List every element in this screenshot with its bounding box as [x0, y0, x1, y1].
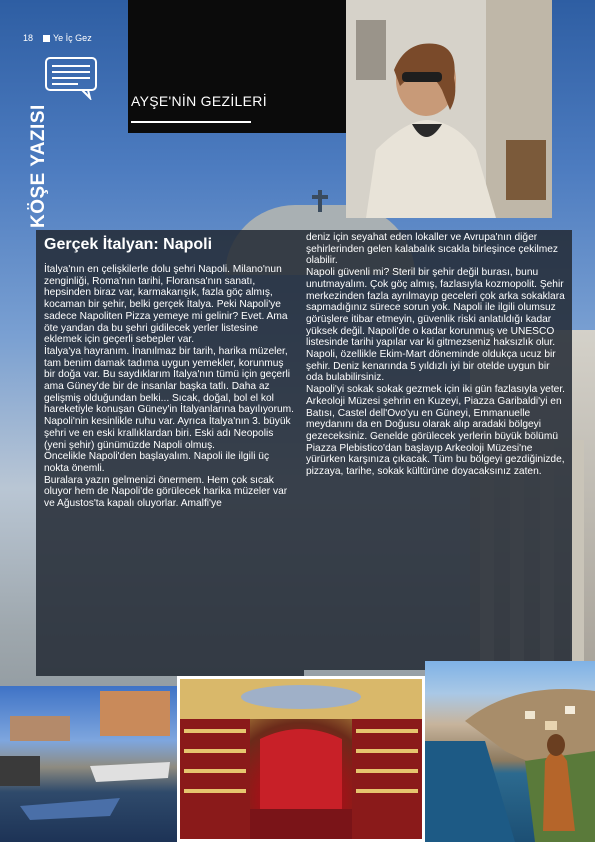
paragraph: Napoli güvenli mi? Steril bir şehir değil burası, bunu unutmayalım. Çok göç almış, fazlasıyla kozmopolit. Şehir merkezinden fazla ayrılmayıp geceleri çok arka sokaklara sapmadığınız sürece sorun yok. Napoli ile ilgili olumsuz görüşlere itibar etmeyin, güvenlik riski anlatıldığı kadar yüksek değil. Napoli'de o kadar korunmuş ve UNESCO listesinde tarihi yapılar var ki gitmezseniz haksızlık olur. [306, 267, 565, 349]
paragraph: Öncelikle Napoli'den başlayalım. Napoli ile ilgili üç nokta önemli. [44, 451, 270, 474]
paragraph: Napoli'yi sokak sokak gezmek için iki gün fazlasıyla yeter. Arkeoloji Müzesi şehrin en Kuzeyi, Piazza Garibaldi'yi en Batısı, Castel dell'Ovo'yu en Güneyi, Emmanuelle meydanını da en Doğusu olarak alıp aradaki bölgeyi gezeceksiniz. Genelde görülecek yerlerin büyük bölümü Piazza Plebistico'dan başlayıp Arkeoloji Müzesi'ne yürürken karşınıza çıkacak. Tüm bu bölgeyi gezdiğinizde, pizzaya, tarihe, sokak kültürüne doyacaksınız zaten. [306, 384, 566, 478]
column-title: AYŞE'NİN GEZİLERİ [131, 93, 267, 109]
article-title: Gerçek İtalyan: Napoli [44, 236, 213, 253]
speech-bubble-icon [44, 56, 100, 100]
theater-photo [177, 676, 425, 842]
dome-cross [318, 190, 322, 212]
article-column-1 [44, 264, 294, 510]
square-icon [43, 35, 50, 42]
paragraph: deniz için seyahat eden lokaller ve Avrupa'nın diğer şehirlerinden gelen kalabalık sıcakla birleşince çekilmez olabilir. [306, 232, 558, 267]
title-underline [131, 121, 251, 123]
paragraph: İtalya'ya hayranım. İnanılmaz bir tarih, harika müzeler, tam benim damak tadıma uygun yemekler, korunmuş bir doğa var. Bu saydıklarım İtalya'nın tümü için geçerli ama Güney'de bir de insanlar başka tatlı. Daha az gelişmiş olduğundan belki... Sıcak, doğal, bol el kol hareketiyle konuşan Güney'in İtalyanlarına bayılıyorum. Napoli'nin kesinlikle ruhu var. Ayrıca İtalya'nın 3. büyük şehri ve en eski krallıklardan biri. Eski adı Neopolis (yeni şehir) günümüzde Napoli olmuş. [44, 345, 294, 451]
author-photo [346, 0, 552, 218]
section-name: Ye İç Gez [53, 33, 92, 43]
paragraph: İtalya'nın en çelişkilerle dolu şehri Napoli. Milano'nun zenginliği, Roma'nın tarihi, Floransa'nın sanatı, hepsinden biraz var, karmakarışık, fazla göç almış, kocaman bir şehir, belki gerçek İtalya. Peki Napoli'ye sadece Napoliten Pizza yemeye mi gelinir? Evet. Ama öte yandan da bu şehri gidilecek yerler listesine eklemek için geçerli sebepler var. [44, 264, 288, 346]
paragraph: Napoli, özellikle Ekim-Mart döneminde oldukça ucuz bir şehir. Deniz kenarında 5 yıldızlı iyi bir otelde uygun bir oda bulabilirsiniz. [306, 349, 556, 384]
article-column-2 [306, 232, 568, 478]
harbor-photo [0, 686, 178, 842]
vertical-section-label: KÖŞE YAZISI [28, 104, 49, 228]
column-pillar [570, 440, 584, 670]
column-title-box [128, 0, 346, 133]
page-number: 18 [23, 33, 34, 43]
paragraph: Buralara yazın gelmenizi önermem. Hem çok sıcak oluyor hem de Napoli'de görülecek harika müzeler var ve Ağustos'ta kapalı oluyorlar. Amalfi'ye [44, 474, 288, 510]
positano-coast-photo [425, 661, 595, 842]
dome-cross-bar [312, 195, 328, 199]
